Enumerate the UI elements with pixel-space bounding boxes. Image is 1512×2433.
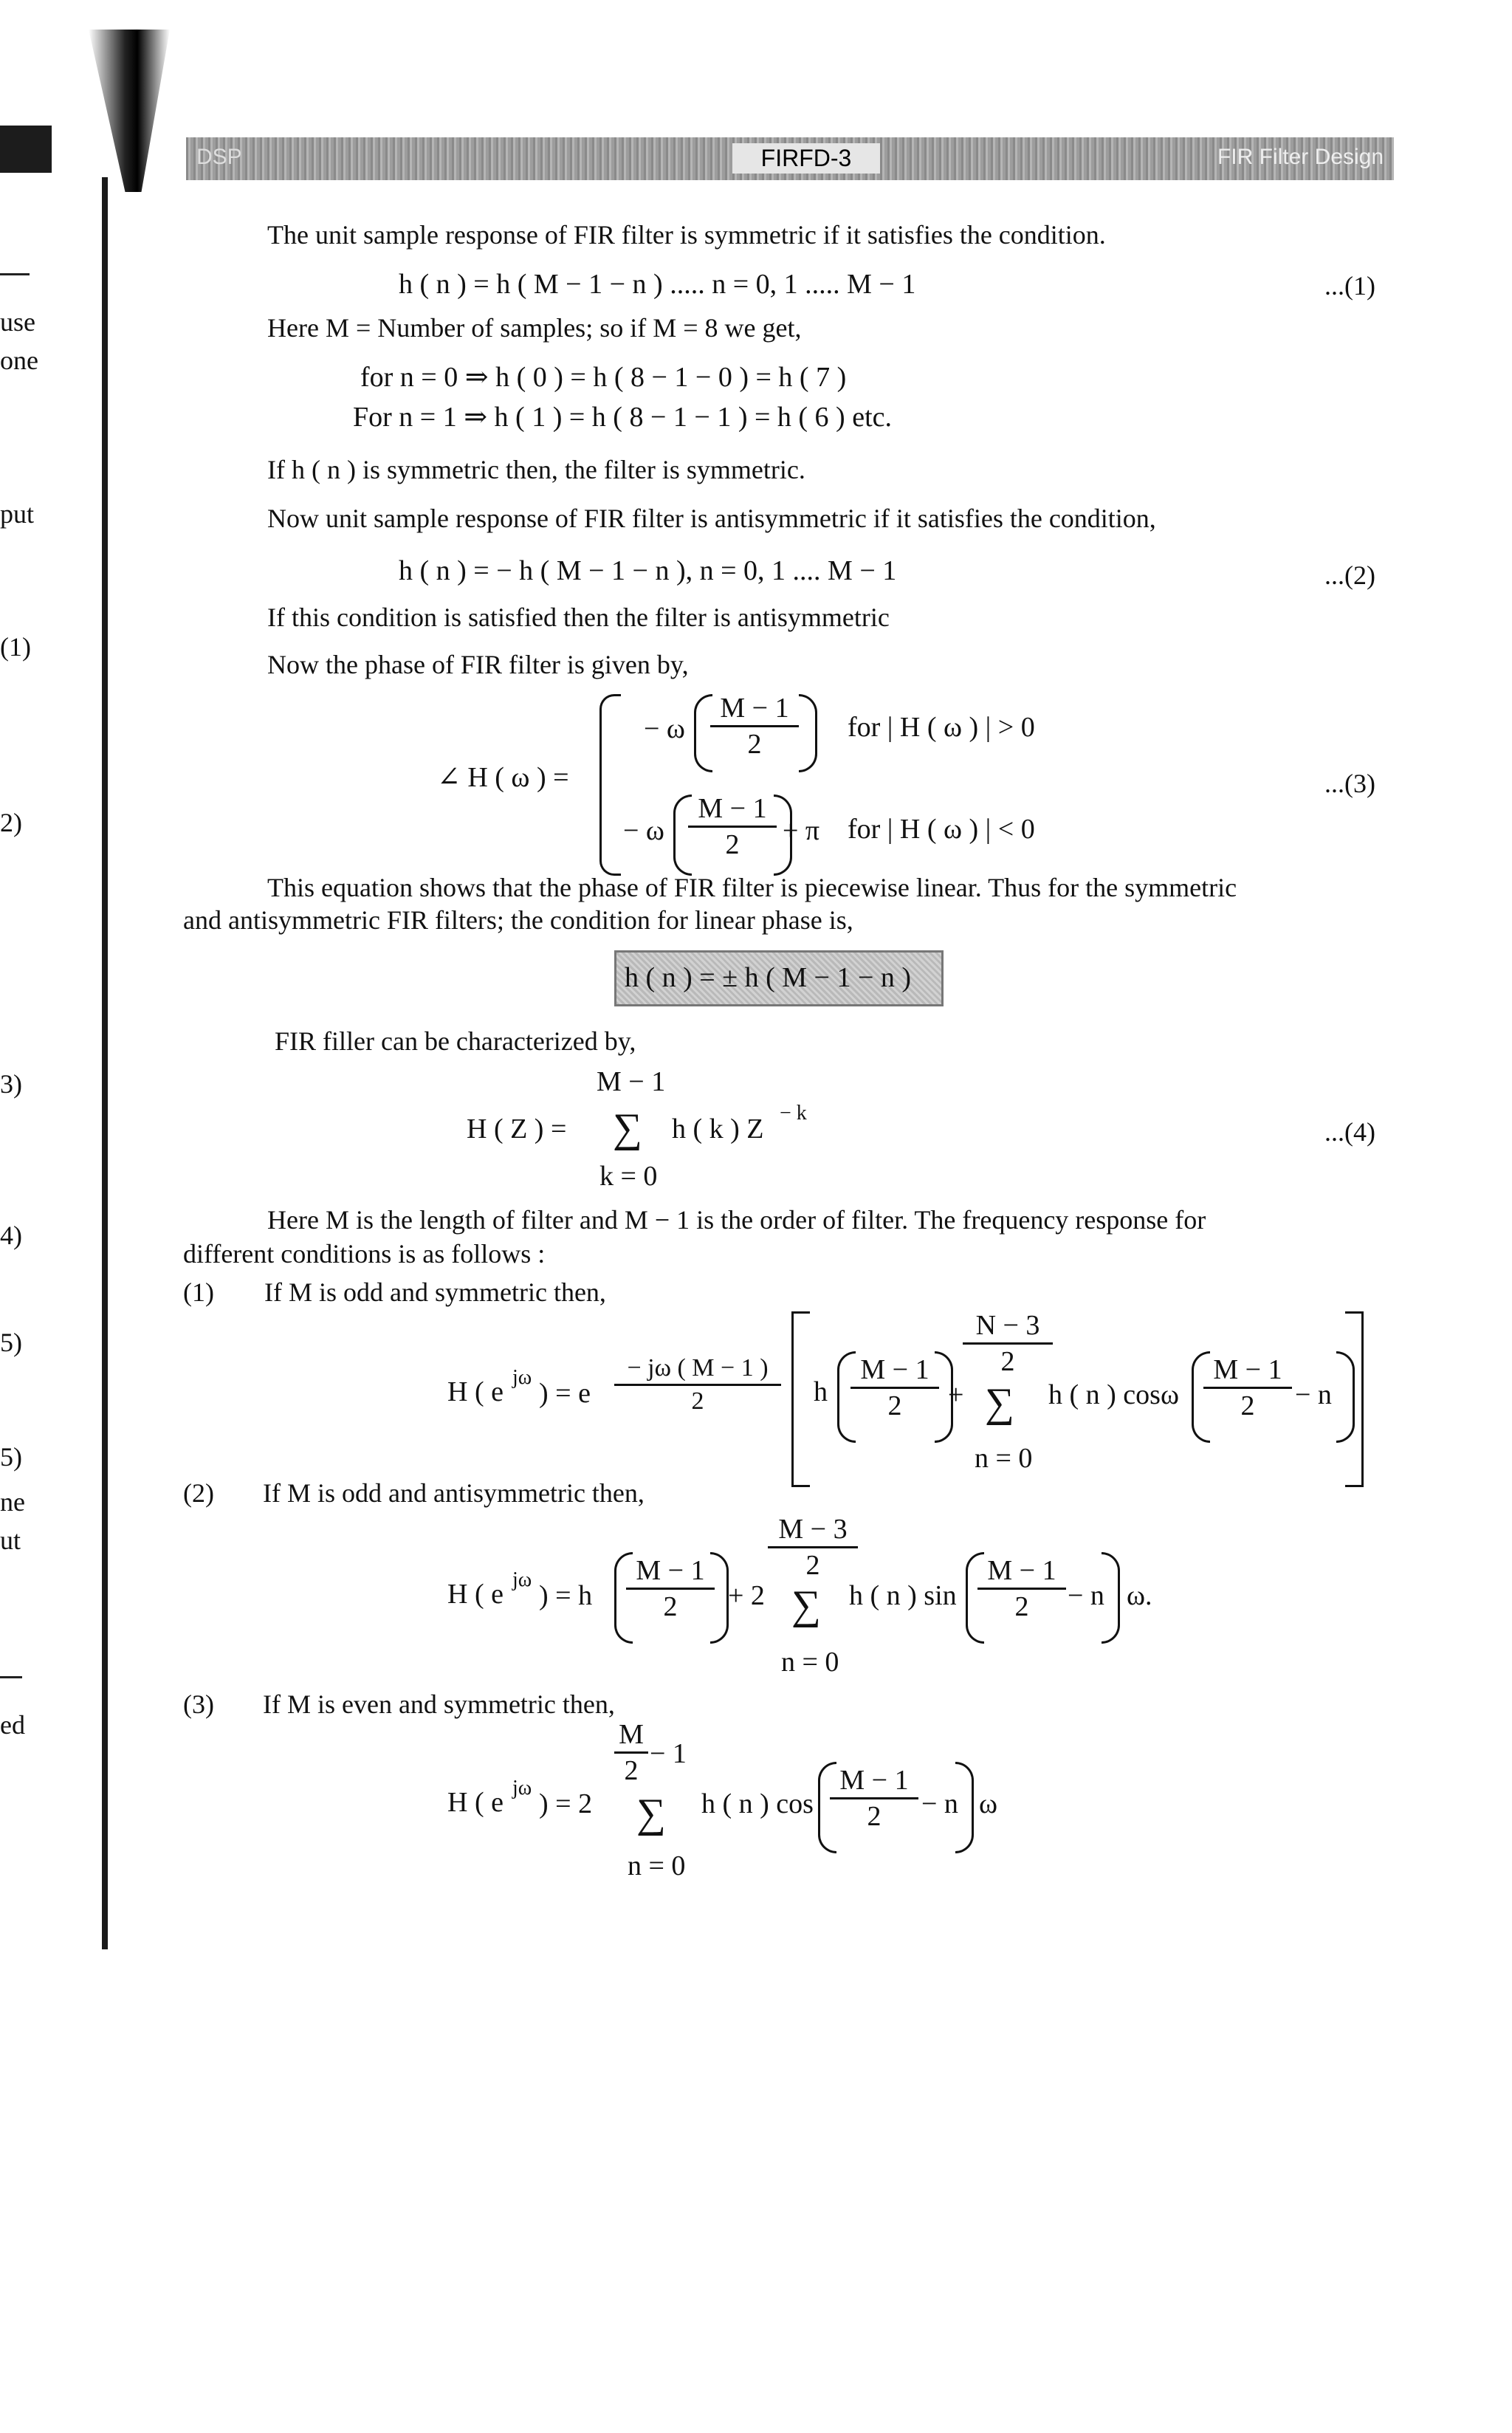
eq5-body: h ( n ) cosω [1048, 1379, 1179, 1410]
fraction [626, 1557, 715, 1621]
plus-two: + 2 [728, 1580, 765, 1611]
bracket-left [791, 1311, 810, 1487]
fraction-numerator: M − 1 [830, 1766, 918, 1799]
sum-upper-minus: − 1 [650, 1738, 687, 1769]
margin-text: 5) [0, 1328, 22, 1357]
fraction-denominator: 2 [691, 1387, 704, 1415]
bracket-right [1345, 1311, 1364, 1487]
fraction-denominator: 2 [747, 729, 762, 760]
sigma-symbol: ∑ [636, 1791, 666, 1836]
paragraph: different conditions is as follows : [183, 1239, 546, 1269]
equation-number: ...(1) [1324, 271, 1375, 301]
page-edge-tab [0, 126, 52, 173]
case-text: If M is odd and symmetric then, [264, 1277, 606, 1307]
sum-upper-limit: M − 1 [597, 1066, 666, 1097]
margin-text: ut [0, 1526, 21, 1555]
eq4-lhs: H ( Z ) = [467, 1113, 567, 1145]
sigma-symbol: ∑ [791, 1582, 821, 1628]
eq4-body: h ( k ) Z [672, 1113, 764, 1145]
fraction-denominator: 2 [624, 1755, 639, 1786]
header-page-id: FIRFD-3 [732, 143, 880, 174]
margin-text: ne [0, 1487, 25, 1517]
header-left: DSP [196, 145, 242, 169]
minus-n: − n [1068, 1580, 1104, 1611]
paren-right [710, 1552, 729, 1644]
paren-right [799, 694, 817, 772]
margin-text: 5) [0, 1442, 22, 1472]
fraction [850, 1356, 939, 1420]
case-number: (2) [183, 1478, 214, 1508]
eq3-case1-condition: for | H ( ω ) | > 0 [848, 712, 1035, 743]
sum-upper-fraction [963, 1311, 1053, 1376]
eq7-body: h ( n ) cos [701, 1788, 814, 1819]
paragraph: If h ( n ) is symmetric then, the filter is symmetric. [267, 455, 805, 484]
eq3-case1-pre: − ω [644, 713, 685, 744]
exponent: jω [512, 1366, 532, 1389]
header-section-title: FIR Filter Design [1217, 145, 1384, 169]
minus-n: − n [1295, 1379, 1332, 1410]
eq5-lhs-close: ) = e [539, 1378, 591, 1409]
fraction-denominator: 2 [1014, 1591, 1029, 1622]
sum-lower-limit: n = 0 [975, 1443, 1033, 1474]
fraction-numerator: N − 3 [963, 1311, 1053, 1345]
case-number: (3) [183, 1689, 214, 1719]
eq6-body: h ( n ) sin [849, 1580, 957, 1611]
paragraph: Here M = Number of samples; so if M = 8 we get, [267, 313, 802, 343]
plus-sign: + [948, 1379, 964, 1410]
paragraph: and antisymmetric FIR filters; the condition for linear phase is, [183, 905, 853, 935]
margin-text: put [0, 499, 35, 529]
fraction-numerator: M − 3 [768, 1515, 858, 1548]
fraction-denominator: 2 [725, 829, 740, 860]
paragraph: Now the phase of FIR filter is given by, [267, 650, 689, 679]
margin-text: (1) [0, 632, 31, 662]
eq3-lhs: ∠ H ( ω ) = [437, 762, 569, 793]
fraction-numerator: M − 1 [688, 795, 777, 828]
eq6-tail: ω. [1127, 1580, 1152, 1611]
fraction [1203, 1356, 1292, 1420]
left-brace [599, 694, 621, 876]
margin-text: use [0, 307, 35, 337]
example-line: For n = 1 ⇒ h ( 1 ) = h ( 8 − 1 − 1 ) = h ( 6 ) etc. [353, 402, 892, 433]
margin-text: 2) [0, 808, 22, 837]
example-line: for n = 0 ⇒ h ( 0 ) = h ( 8 − 1 − 0 ) = h ( 7 ) [360, 362, 847, 393]
margin-text: ed [0, 1710, 25, 1740]
case-number: (1) [183, 1277, 214, 1307]
equation-number: ...(4) [1324, 1117, 1375, 1147]
eq7-lhs-close: ) = 2 [539, 1788, 593, 1819]
eq7-tail: ω [979, 1788, 998, 1819]
sum-upper-fraction [614, 1720, 648, 1785]
fraction-numerator: M − 1 [1203, 1356, 1292, 1389]
fraction-denominator: 2 [867, 1801, 882, 1832]
equation-number: ...(3) [1324, 769, 1375, 798]
fraction-numerator: M − 1 [850, 1356, 939, 1389]
margin-text: 4) [0, 1221, 22, 1250]
eq5-h: h [814, 1376, 828, 1407]
sigma-symbol: ∑ [985, 1380, 1014, 1426]
case-text: If M is odd and antisymmetric then, [263, 1478, 645, 1508]
fraction-denominator: 2 [805, 1550, 820, 1581]
case-text: If M is even and symmetric then, [263, 1689, 615, 1719]
eq3-case2-condition: for | H ( ω ) | < 0 [848, 814, 1035, 845]
paren-right [955, 1762, 974, 1853]
eq7-lhs: H ( e [447, 1787, 504, 1818]
fraction-numerator: M − 1 [977, 1557, 1066, 1590]
sum-lower-limit: n = 0 [781, 1647, 839, 1678]
fraction [977, 1557, 1066, 1621]
fraction-numerator: M [614, 1720, 648, 1754]
running-header [186, 137, 1394, 180]
sum-lower-limit: n = 0 [628, 1850, 686, 1881]
eq5-lhs: H ( e [447, 1376, 504, 1407]
fraction [710, 694, 799, 758]
paren-right [1102, 1552, 1120, 1644]
paragraph: If this condition is satisfied then the filter is antisymmetric [267, 603, 890, 632]
eq6-lhs: H ( e [447, 1579, 504, 1610]
margin-rule [0, 1676, 22, 1678]
paragraph: The unit sample response of FIR filter is symmetric if it satisfies the condition. [267, 220, 1106, 250]
paragraph: This equation shows that the phase of FIR filter is piecewise linear. Thus for the symmetric [267, 873, 1237, 902]
sum-upper-fraction [768, 1515, 858, 1579]
binding-spine [102, 177, 108, 1949]
equation-1: h ( n ) = h ( M − 1 − n ) ..... n = 0, 1 ..... M − 1 [399, 269, 916, 300]
fraction-denominator: 2 [663, 1591, 678, 1622]
margin-text: one [0, 346, 38, 375]
paragraph: Now unit sample response of FIR filter is antisymmetric if it satisfies the condition, [267, 504, 1156, 533]
equation-2: h ( n ) = − h ( M − 1 − n ), n = 0, 1 .... M − 1 [399, 555, 897, 586]
linear-phase-condition: h ( n ) = ± h ( M − 1 − n ) [625, 962, 912, 993]
fraction-numerator: M − 1 [626, 1557, 715, 1590]
margin-text: 3) [0, 1069, 22, 1099]
binding-shadow [89, 30, 170, 192]
exponent-fraction [614, 1356, 781, 1414]
margin-rule [0, 273, 30, 275]
fraction-numerator: M − 1 [710, 694, 799, 727]
paragraph: FIR filler can be characterized by, [275, 1026, 636, 1056]
paragraph: Here M is the length of filter and M − 1 is the order of filter. The frequency response for [267, 1205, 1206, 1235]
fraction-numerator: − jω ( M − 1 ) [614, 1356, 781, 1386]
sigma-symbol: ∑ [613, 1105, 642, 1151]
exponent: jω [512, 1777, 532, 1799]
eq6-lhs-close: ) = h [539, 1580, 593, 1611]
equation-number: ...(2) [1324, 560, 1375, 590]
fraction [688, 795, 777, 859]
eq3-case2-pre: − ω [623, 815, 664, 846]
fraction-denominator: 2 [887, 1390, 902, 1421]
exponent: jω [512, 1568, 532, 1591]
fraction [830, 1766, 918, 1830]
minus-n: − n [921, 1788, 958, 1819]
eq3-case2-post: + π [783, 815, 820, 846]
sum-lower-limit: k = 0 [599, 1161, 658, 1192]
exponent: − k [780, 1102, 807, 1125]
fraction-denominator: 2 [1240, 1390, 1255, 1421]
fraction-denominator: 2 [1000, 1346, 1015, 1377]
